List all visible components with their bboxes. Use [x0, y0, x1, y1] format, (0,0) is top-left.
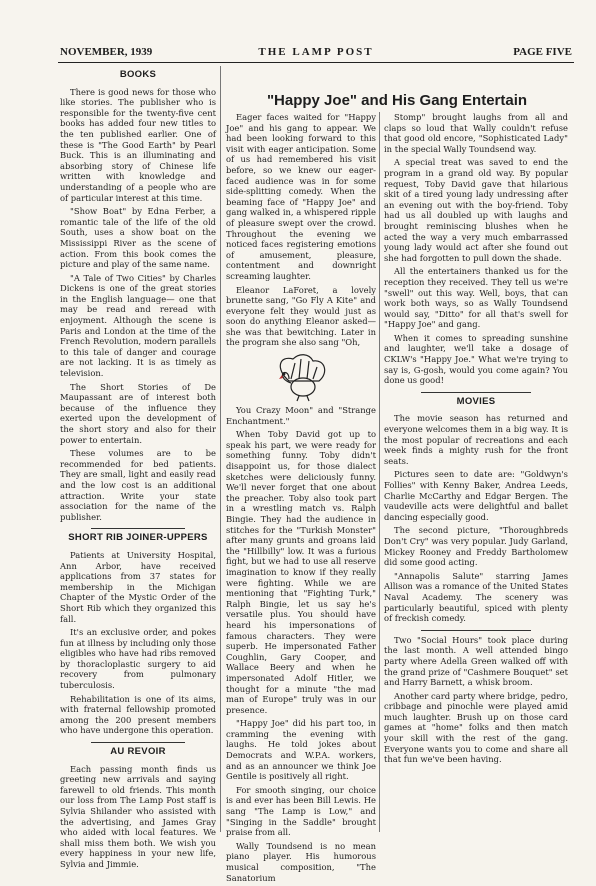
- header-page-number: PAGE FIVE: [513, 46, 572, 58]
- movies-para: The second picture, "Thoroughbreds Don't Cry" was very popular. Judy Garland, Mickey Rooney and Freddy Bartholomew did some good acting.: [384, 525, 568, 568]
- header-rule: [58, 62, 574, 63]
- article-para: For smooth singing, our choice is and ever has been Bill Lewis. He sang "The Lamp is Low," and "Singing in the Saddle" brought praise from all.: [226, 784, 376, 838]
- books-para: "A Tale of Two Cities" by Charles Dickens is one of the great stories in the English language— one that may be read and reread with enjoyment. Although the scene is Paris and London at the time of the French Revolution, modern parallels to this tale of danger and courage are not lacking. It is as timely as television.: [60, 272, 216, 379]
- books-para: These volumes are to be recommended for bed patients. They are small, light and easily read and the low cost is an additional attraction. Write your state association for the name of the publisher.: [60, 448, 216, 522]
- section-rule: [421, 630, 531, 631]
- article-para: Stomp" brought laughs from all and claps so loud that Wally couldn't refuse that good old encore, "Sophisticated Lady" in the special Wally Toundsend way.: [384, 112, 568, 154]
- movies-heading: MOVIES: [456, 395, 496, 407]
- article-headline: "Happy Joe" and His Gang Entertain: [266, 92, 528, 109]
- shortrib-heading: SHORT RIB JOINER-UPPERS: [68, 532, 208, 544]
- section-rule: [91, 528, 185, 529]
- shortrib-para: Patients at University Hospital, Ann Arbor, have received applications from 37 states for membership in the Michigan Chapter of the Mystic Order of the Short Rib which they organized this fall.: [60, 549, 216, 624]
- column-middle: [226, 112, 376, 886]
- books-para: The Short Stories of De Maupassant are of interest both because of the influence they exerted upon the development of the short story and also for their power to entertain.: [60, 381, 216, 445]
- turkey-illustration: [269, 351, 333, 403]
- revoir-heading: AU REVOIR: [110, 746, 166, 758]
- column-divider-1: [220, 66, 221, 832]
- books-para: There is good news for those who like stories. The publisher who is responsible for the twenty-five cent books has added four new titles to the ten published earlier. One of these is "The Good Earth" by Pearl Buck. This is an illuminating and absorbing story of Chinese life written with knowledge and understanding of a people who are of particular interest at this time.: [60, 86, 216, 203]
- movies-para: Pictures seen to date are: "Goldwyn's Follies" with Kenny Baker, Andrea Leeds, Charlie McCarthy and Edgar Bergen. The vaudeville acts were delightful and ballet dancing especially good.: [384, 469, 568, 522]
- shortrib-para: It's an exclusive order, and pokes fun at illness by including only those eligibles who have had ribs removed by thoracloplastic surgery to aid recovery from pulmonary tuberculosis.: [60, 627, 216, 691]
- column-right: [384, 112, 568, 768]
- movies-para: Two "Social Hours" took place during the last month. A well attended bingo party where Adella Green walked off with the grand prize of "Cashmere Bouquet" set and Harry Barnett, a whisk broom.: [384, 634, 568, 688]
- header-date: NOVEMBER, 1939: [60, 46, 153, 58]
- article-para: Eager faces waited for "Happy Joe" and his gang to appear. We had been looking forward to this visit with eager anticipation. Some of us had remembered his visit before, so we knew our eager-faced audience was in for some side-splitting comedy. When the beaming face of "Happy Joe" and gang walked in, a whispered ripple of pleasure swept over the crowd. Throughout the evening we noticed faces registering emotions of amusement, pleasure, contentment and downright screaming laughter.: [226, 112, 376, 281]
- article-para: A special treat was saved to end the program in a grand old way. By popular request, Toby David gave that hilarious skit of a tired young lady undressing after an evening out with the boy-friend. Toby had us all doubled up with laughs and brought reminiscing blushes when he acted the way a very much embarrassed young lady would act after she found out she had forgotten to pull down the shade.: [384, 157, 568, 263]
- shortrib-para: Rehabilitation is one of its aims, with fraternal fellowship promoted among the 200 present members who have undergone this operation.: [60, 693, 216, 736]
- movies-para: "Annapolis Salute" starring James Allison was a romance of the United States Naval Academy. The scenery was particularly beautiful, spiced with plenty of freckish comedy.: [384, 570, 568, 624]
- article-para: When it comes to spreading sunshine and laughter, we'll take a dosage of CKLW's "Happy Joe." What we're trying to say is, G-gosh, would you come again? You done us good!: [384, 332, 568, 386]
- books-heading: BOOKS: [119, 69, 157, 80]
- page-header: [60, 46, 572, 60]
- column-divider-2: [379, 112, 380, 832]
- article-para: You Crazy Moon" and "Strange Enchantment.": [226, 405, 376, 426]
- article-para: All the entertainers thanked us for the reception they received. They tell us we're "swell" out this way. Well, boys, that can work both ways, so as Wally Toundsend would say, "Ditto" for all that's swell for "Happy Joe" and gang.: [384, 266, 568, 330]
- article-para: Wally Toundsend is no mean piano player. His humorous musical composition, "The Sanatorium: [226, 840, 376, 883]
- header-title: THE LAMP POST: [258, 46, 374, 58]
- revoir-para: Each passing month finds us greeting new arrivals and saying farewell to old friends. This month our loss from The Lamp Post staff is Sylvia Shilander who assisted with the advertising, and James Gray who aided with local features. We shall miss them both. We wish you every happiness in your new life, Sylvia and Jimmie.: [60, 763, 216, 869]
- section-rule: [91, 742, 185, 743]
- article-para: When Toby David got up to speak his part, we were ready for something funny. Toby didn't disappoint us, for those dialect sketches were deliciously funny. We'll never forget that one about the preacher. Toby also took part in a wrestling match vs. Ralph Bingie. They had the audience in stitches for the "Turkish Monster" after many grunts and groans laid the "Hillbilly" low. It was a furious fight, but we had to use all reserve imagination to know if they really were fighting. While we are mentioning that "Fighting Turk," Ralph Bingie, let us say he's versatile plus. You should have heard his impersonations of famous characters. They were superb. He impersonated Father Coughlin, Gary Cooper, and Wallace Beery and when he impersonated Adolf Hitler, we thought for a minute "the mad man of Europe" truly was in our presence.: [226, 429, 376, 715]
- column-left: [60, 66, 216, 873]
- article-para: "Happy Joe" did his part too, in cramming the evening with laughs. He told jokes about Democrats and W.P.A. workers, and as an announcer we think Joe Gentile is positively all right.: [226, 718, 376, 782]
- books-para: "Show Boat" by Edna Ferber, a romantic tale of the life of the old South, uses a show boat on the Mississippi River as the scene of action. From this book comes the picture and play of the same name.: [60, 206, 216, 270]
- article-para: Eleanor LaForet, a lovely brunette sang, "Go Fly A Kite" and everyone felt they would just as soon do anything Eleanor asked— she was that bewitching. Later in the program she also sang "Oh,: [226, 284, 376, 348]
- movies-para: Another card party where bridge, pedro, cribbage and pinochle were played amid much laughter. Brush up on those card games at "home" folks and then match your skill with the rest of the gang. Everyone wants you to come and share all that fun we've been having.: [384, 690, 568, 765]
- movies-para: The movie season has returned and everyone welcomes them in a big way. It is the most popular of recreations and each week finds a mighty rush for the front seats.: [384, 413, 568, 466]
- section-rule: [421, 392, 531, 393]
